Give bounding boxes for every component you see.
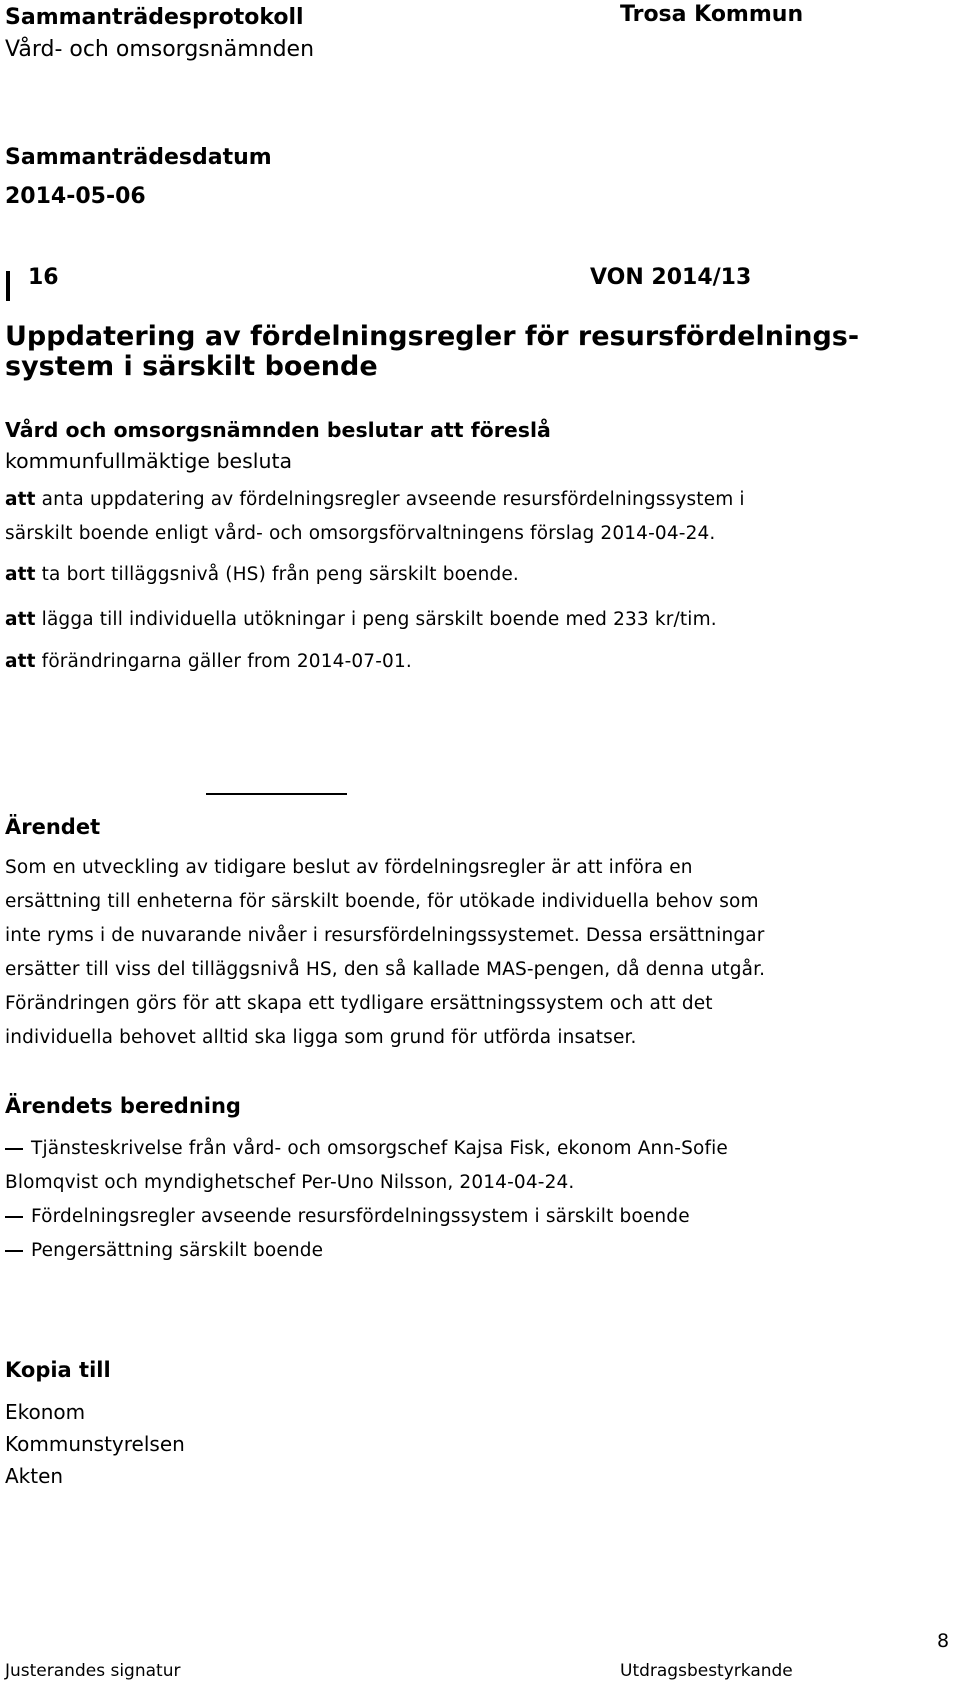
beredning-item-text: Fördelningsregler avseende resursfördelningssystem i särskilt boende — [31, 1206, 690, 1227]
beredning-item-2 — [5, 1200, 690, 1234]
beredning-item-3 — [5, 1234, 323, 1268]
signature-label: Justerandes signatur — [5, 1661, 181, 1681]
decision-point-text: lägga till individuella utökningar i peng särskilt boende med 233 kr/tim. — [41, 609, 717, 630]
arendet-text-line: Förändringen görs för att skapa ett tydligare ersättningssystem och att det — [5, 993, 713, 1014]
list-dash — [5, 1216, 23, 1218]
meeting-date: 2014-05-06 — [5, 184, 146, 209]
committee-name: Vård- och omsorgsnämnden — [5, 37, 315, 62]
att-keyword: att — [5, 651, 36, 672]
att-keyword: att — [5, 489, 36, 510]
decision-point-text: förändringarna gäller from 2014-07-01. — [41, 651, 412, 672]
beredning-item-1 — [5, 1132, 728, 1166]
att-keyword: att — [5, 564, 36, 585]
decision-point-text: ta bort tilläggsnivå (HS) från peng särskilt boende. — [41, 564, 519, 585]
decision-point-4 — [5, 645, 412, 679]
list-dash — [5, 1250, 23, 1252]
list-dash — [5, 1148, 23, 1150]
decision-intro-line-2: kommunfullmäktige besluta — [5, 449, 293, 473]
kopia-recipient: Akten — [5, 1464, 64, 1488]
arendet-heading: Ärendet — [5, 815, 101, 839]
arendet-text-line: Som en utveckling av tidigare beslut av fördelningsregler är att införa en — [5, 857, 693, 878]
arendet-text-line: individuella behovet alltid ska ligga som grund för utförda insatser. — [5, 1027, 637, 1048]
item-title-line-1: Uppdatering av fördelningsregler för resursfördelnings- — [5, 321, 860, 352]
item-title-line-2: system i särskilt boende — [5, 351, 378, 382]
section-marker-bar — [6, 271, 10, 301]
decision-point-3 — [5, 603, 717, 637]
beredning-item-text: Pengersättning särskilt boende — [31, 1240, 324, 1261]
arendet-text-line: ersätter till viss del tilläggsnivå HS, den så kallade MAS-pengen, då denna utgår. — [5, 959, 766, 980]
separator-line — [206, 793, 347, 795]
page-number: 8 — [937, 1630, 950, 1652]
decision-point-text: anta uppdatering av fördelningsregler avseende resursfördelningssystem i — [41, 489, 745, 510]
kopia-recipient: Ekonom — [5, 1400, 86, 1424]
decision-intro-line-1: Vård och omsorgsnämnden beslutar att föreslå — [5, 418, 551, 442]
decision-point-1 — [5, 483, 745, 517]
beredning-item-text: Tjänsteskrivelse från vård- och omsorgschef Kajsa Fisk, ekonom Ann-Sofie — [31, 1138, 728, 1159]
meeting-date-label: Sammanträdesdatum — [5, 145, 272, 170]
item-number: 16 — [28, 265, 59, 290]
arendet-text-line: ersättning till enheterna för särskilt boende, för utökade individuella behov som — [5, 891, 759, 912]
beredning-heading: Ärendets beredning — [5, 1094, 241, 1118]
beredning-item-1-continued: Blomqvist och myndighetschef Per-Uno Nilsson, 2014-04-24. — [5, 1172, 575, 1193]
arendet-text-line: inte ryms i de nuvarande nivåer i resursfördelningssystemet. Dessa ersättningar — [5, 925, 765, 946]
municipality-name: Trosa Kommun — [620, 2, 804, 27]
decision-point-1-continued: särskilt boende enligt vård- och omsorgsförvaltningens förslag 2014-04-24. — [5, 523, 716, 544]
decision-point-2 — [5, 558, 519, 592]
document-type: Sammanträdesprotokoll — [5, 5, 304, 30]
extract-certification-label: Utdragsbestyrkande — [620, 1661, 793, 1681]
kopia-recipient: Kommunstyrelsen — [5, 1432, 185, 1456]
kopia-heading: Kopia till — [5, 1358, 111, 1382]
case-id: VON 2014/13 — [590, 265, 752, 290]
att-keyword: att — [5, 609, 36, 630]
